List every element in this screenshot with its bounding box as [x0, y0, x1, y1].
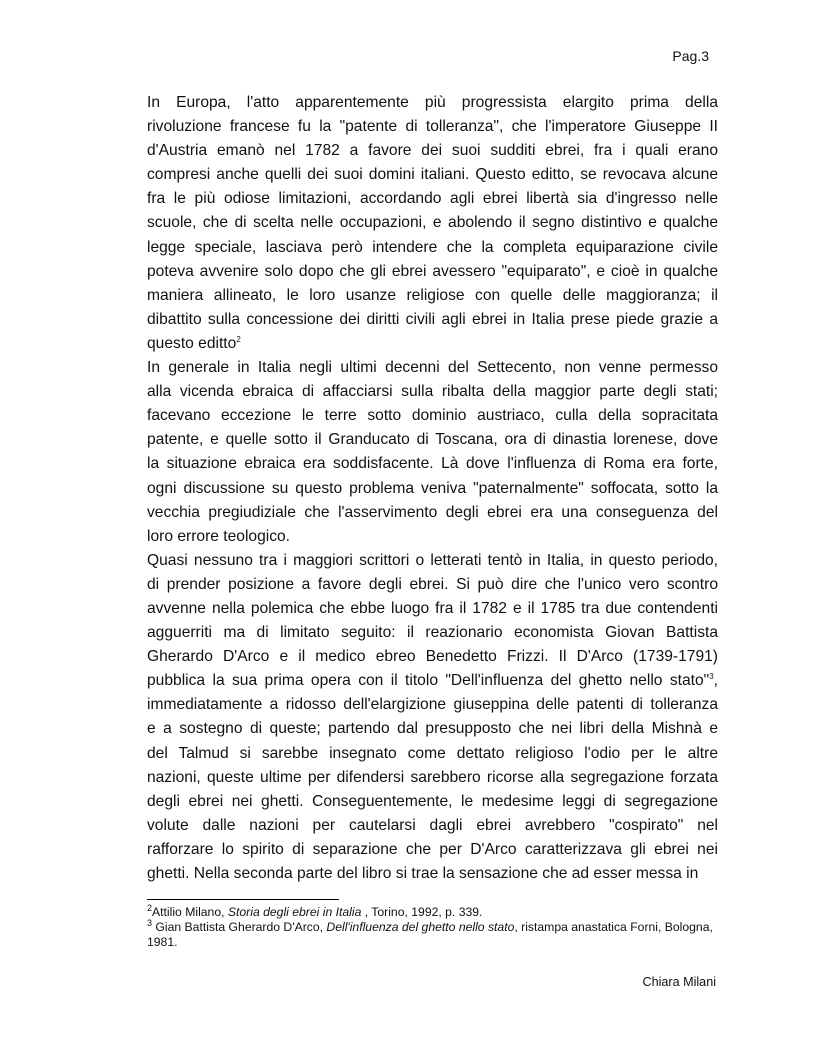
text-line	[147, 308, 718, 332]
line-text: legge speciale, lasciava però intendere che la completa equiparazione civile	[147, 238, 718, 256]
line-text: ghetti. Nella seconda parte del libro si trae la sensazione che ad esser messa in	[147, 865, 699, 882]
text-line	[147, 187, 718, 211]
text-line	[147, 477, 718, 501]
line-text: dibattito sulla concessione dei diritti civili agli ebrei in Italia prese piede grazie a	[147, 310, 718, 328]
footnote	[147, 905, 718, 920]
line-text: questo editto	[147, 334, 237, 352]
text-line	[147, 211, 718, 235]
line-text: del Talmud si sarebbe insegnato come dettato religioso l'odio per le altre	[147, 744, 718, 762]
text-line	[147, 91, 718, 115]
line-text: agguerriti ma di limitato seguito: il reazionario economista Giovan Battista	[147, 624, 718, 642]
text-line	[147, 645, 718, 669]
footnote-reference: 3	[709, 672, 714, 682]
line-text: alla vicenda ebraica di affacciarsi sulla ribalta della maggior parte degli stati;	[147, 383, 718, 401]
line-text: facevano eccezione le terre sotto dominio austriaco, culla della sopracitata	[147, 407, 718, 425]
text-line	[147, 766, 718, 790]
line-text: In generale in Italia negli ultimi decenni del Settecento, non venne permesso	[147, 359, 718, 377]
text-line	[147, 356, 718, 380]
line-text: e a sostegno di queste; partendo dal presupposto che nei libri della Mishnà e	[147, 720, 718, 738]
text-line	[147, 404, 718, 428]
line-text: ogni discussione su questo problema veniva "paternalmente" soffocata, sotto la	[147, 479, 718, 497]
line-text: Quasi nessuno tra i maggiori scrittori o letterati tentò in Italia, in questo periodo,	[147, 551, 718, 569]
line-text: volute dalle nazioni per cautelarsi dagli ebrei avrebbero "cospirato" nel	[147, 816, 718, 834]
line-text: pubblica la sua prima opera con il titolo "Dell'influenza del ghetto nello stato"	[147, 672, 710, 690]
footnote-number: 3	[147, 918, 153, 928]
text-line	[147, 862, 718, 886]
line-text: patente, e quelle sotto il Granducato di Toscana, ora di dinastia lorenese, dove	[147, 431, 718, 449]
footnote-number: 2	[147, 903, 153, 913]
footnote-details: , ristampa anastatica Forni, Bologna, 1981.	[147, 920, 713, 949]
line-text: loro errore teologico.	[147, 527, 291, 545]
line-text: immediatamente a ridosso dell'elargizione giuseppina delle patenti di tolleranza	[147, 696, 718, 714]
text-line	[147, 163, 718, 187]
footnote-author: Gian Battista Gherardo D'Arco,	[152, 920, 327, 934]
footnote	[147, 920, 718, 950]
footnote-title: Dell'influenza del ghetto nello stato	[326, 920, 515, 934]
footnote-reference: 2	[236, 334, 241, 344]
line-text: avvenne nella polemica che ebbe luogo fra il 1782 e il 1785 tra due contendenti	[147, 599, 718, 617]
line-text: vecchia pregiudiziale che l'asservimento degli ebrei era una conseguenza del	[147, 503, 718, 521]
line-text: poteva avvenire solo dopo che gli ebrei avessero "equiparato", e cioè in qualche	[147, 262, 718, 280]
body-text	[147, 91, 718, 886]
footnote-details: , Torino, 1992, p. 339.	[361, 905, 483, 919]
text-line	[147, 115, 718, 139]
line-text: rafforzare lo spirito di separazione che per D'Arco caratterizzava gli ebrei nei	[147, 840, 718, 858]
paragraph	[147, 549, 718, 886]
line-text: compresi anche quelli dei suoi domini italiani. Questo editto, se revocava alcune	[147, 166, 718, 184]
footnote-title: Storia degli ebrei in Italia	[227, 905, 362, 919]
line-text: rivoluzione francese fu la "patente di tolleranza", che l'imperatore Giuseppe II	[147, 118, 718, 136]
text-line	[147, 669, 718, 693]
line-text: di prender posizione a favore degli ebrei. Si può dire che l'unico vero scontro	[147, 575, 718, 593]
paragraph	[147, 91, 718, 356]
text-line	[147, 139, 718, 163]
text-line	[147, 284, 718, 308]
line-text: scuole, che di scelta nelle occupazioni, e abolendo il segno distintivo e qualche	[147, 214, 718, 232]
line-text: ,	[713, 672, 718, 690]
footer-author: Chiara Milani	[642, 975, 716, 989]
line-text: maniera allineato, le loro usanze religiose con quelle delle maggioranza; il	[147, 286, 718, 304]
text-line	[147, 838, 718, 862]
text-line	[147, 814, 718, 838]
text-line	[147, 717, 718, 741]
footnote-author: Attilio Milano,	[152, 905, 228, 919]
line-text: In Europa, l'atto apparentemente più progressista elargito prima della	[147, 94, 718, 111]
text-line	[147, 525, 718, 549]
text-line	[147, 573, 718, 597]
line-text: d'Austria emanò nel 1782 a favore dei suoi sudditi ebrei, fra i quali erano	[147, 142, 718, 160]
line-text: Gherardo D'Arco e il medico ebreo Benedetto Frizzi. Il D'Arco (1739-1791)	[147, 648, 718, 666]
text-line	[147, 549, 718, 573]
text-line	[147, 332, 718, 356]
text-line	[147, 790, 718, 814]
text-line	[147, 380, 718, 404]
text-line	[147, 260, 718, 284]
text-line	[147, 597, 718, 621]
line-text: fra le più odiose limitazioni, accordando agli ebrei libertà sia d'ingresso nelle	[147, 190, 718, 208]
footnote-separator	[147, 899, 339, 900]
text-line	[147, 693, 718, 717]
text-line	[147, 236, 718, 260]
paragraph	[147, 356, 718, 549]
footnotes	[147, 905, 718, 950]
page-number: Pag.3	[672, 48, 709, 64]
text-line	[147, 501, 718, 525]
line-text: la situazione ebraica era soddisfacente. Là dove l'influenza di Roma era forte,	[147, 455, 718, 473]
text-line	[147, 452, 718, 476]
text-line	[147, 621, 718, 645]
line-text: nazioni, queste ultime per difendersi sarebbero ricorse alla segregazione forzata	[147, 768, 718, 786]
text-line	[147, 428, 718, 452]
text-line	[147, 742, 718, 766]
line-text: degli ebrei nei ghetti. Conseguentemente, le medesime leggi di segregazione	[147, 792, 718, 810]
